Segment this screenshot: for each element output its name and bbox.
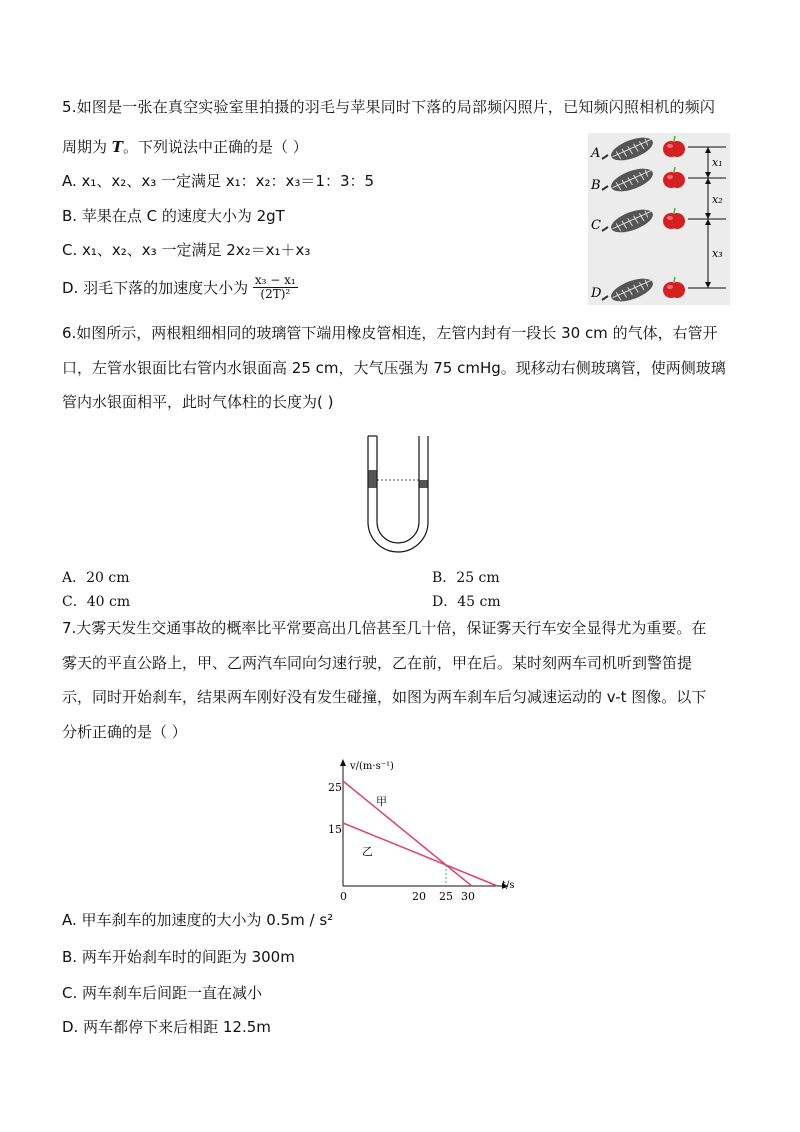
q5-option-a: A. x₁、x₂、x₃ 一定满足 x₁：x₂：x₃＝1：3：5 <box>62 172 375 190</box>
point-label-b: B <box>591 178 601 193</box>
series-label-jia: 甲 <box>376 795 387 808</box>
q5-fraction-numerator: x₃ − x₁ <box>254 273 296 287</box>
q5-line2-post: 。下列说法中正确的是（ ） <box>122 138 308 156</box>
x-tick-0: 0 <box>340 890 347 903</box>
q7-line4: 分析正确的是（ ） <box>62 723 187 741</box>
q5-fraction-denominator: (2T)² <box>260 287 291 301</box>
q7-option-c: C. 两车刹车后间距一直在减小 <box>62 984 263 1002</box>
q5-option-b: B. 苹果在点 C 的速度大小为 2gT <box>62 207 285 225</box>
y-tick-15: 15 <box>328 823 342 836</box>
x2-label: x₂ <box>712 193 723 206</box>
feather-apple-figure <box>588 133 730 305</box>
u-tube-svg <box>360 432 440 564</box>
q6-option-b: B．25 cm <box>432 570 500 586</box>
q7-line2: 雾天的平直公路上，甲、乙两汽车同向匀速行驶，乙在前，甲在后。某时刻两车司机听到警笛提 <box>62 654 693 672</box>
t-axis-label: t/s <box>502 880 515 891</box>
q7-line3: 示，同时开始刹车，结果两车刚好没有发生碰撞，如图为两车刹车后匀减速运动的 v-t 图像。以下 <box>62 688 707 706</box>
vt-graph <box>318 755 518 905</box>
q7-option-b: B. 两车开始刹车时的间距为 300m <box>62 948 295 966</box>
feather-icon <box>602 274 656 305</box>
series-label-yi: 乙 <box>362 845 373 858</box>
point-label-c: C <box>591 218 601 233</box>
q7-option-d: D. 两车都停下来后相距 12.5m <box>62 1018 271 1036</box>
feather-icon <box>602 205 656 237</box>
vt-graph-svg <box>318 755 518 905</box>
y-tick-25: 25 <box>328 781 342 794</box>
q5-option-d-text: D. 羽毛下落的加速度大小为 <box>62 279 249 297</box>
u-tube-figure <box>360 432 440 564</box>
x1-label: x₁ <box>712 156 723 169</box>
point-label-d: D <box>591 286 602 301</box>
q6-option-c: C．40 cm <box>62 594 131 610</box>
q7-line1: 7.大雾天发生交通事故的概率比平常要高出几倍甚至几十倍，保证雾天行车安全显得尤为重要。在 <box>62 619 707 637</box>
right-mercury-column <box>420 480 428 488</box>
q5-period-symbol: T <box>111 138 123 156</box>
x3-label: x₃ <box>712 247 723 260</box>
feather-icon <box>602 164 656 196</box>
apple-icon <box>663 208 685 229</box>
point-label-a: A <box>591 146 601 161</box>
x-tick-20: 20 <box>412 890 426 903</box>
q6-option-d: D．45 cm <box>432 594 501 610</box>
q6-line1: 6.如图所示，两根粗细相同的玻璃管下端用橡皮管相连，左管内封有一段长 30 cm 的气体，右管开 <box>62 324 718 342</box>
q5-option-c: C. x₁、x₂、x₃ 一定满足 2x₂＝x₁＋x₃ <box>62 241 311 259</box>
feather-icon <box>602 133 656 165</box>
apple-icon <box>663 167 685 188</box>
v-axis-arrow-icon <box>340 759 346 766</box>
left-mercury-column <box>369 470 377 488</box>
q7-option-a: A. 甲车刹车的加速度的大小为 0.5m / s² <box>62 911 334 929</box>
q6-line3: 管内水银面相平，此时气体柱的长度为( ) <box>62 393 334 411</box>
x-tick-30: 30 <box>461 890 475 903</box>
q6-line2: 口，左管水银面比右管内水银面高 25 cm，大气压强为 75 cmHg。现移动右侧玻璃管，使两侧玻璃 <box>62 359 726 377</box>
feather-apple-svg <box>588 133 730 305</box>
q5-line1: 5.如图是一张在真空实验室里拍摄的羽毛与苹果同时下落的局部频闪照片，已知频闪照相机的频闪 <box>62 98 716 116</box>
q6-option-a: A．20 cm <box>62 570 130 586</box>
q5-option-d-fraction <box>253 274 298 301</box>
v-axis-label: v/(m·s⁻¹) <box>350 761 394 772</box>
apple-icon <box>663 136 685 157</box>
x-tick-25: 25 <box>439 890 453 903</box>
q5-line2 <box>62 140 308 155</box>
apple-icon <box>663 277 685 298</box>
q5-option-d <box>62 274 298 301</box>
series-line-jia <box>343 781 472 886</box>
q5-line2-pre: 周期为 <box>62 138 112 156</box>
